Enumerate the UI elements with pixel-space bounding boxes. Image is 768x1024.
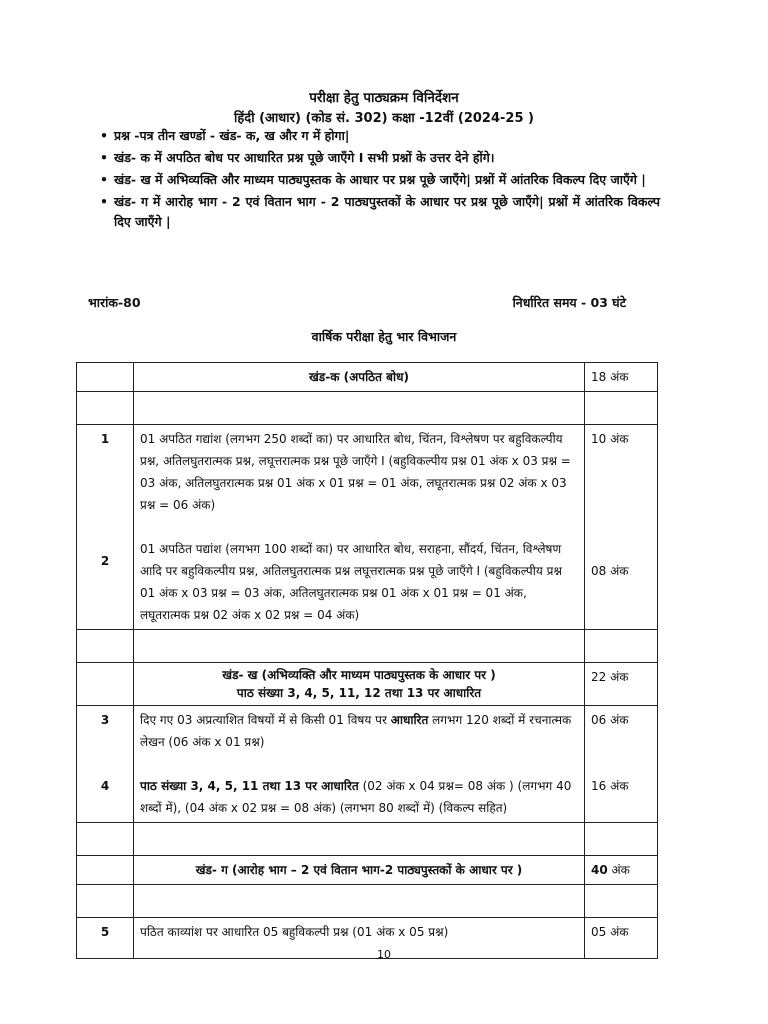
question-number: 5	[77, 918, 134, 959]
empty-cell	[77, 856, 134, 885]
empty-cell	[77, 663, 134, 706]
section-c-marks: 40 अंक	[585, 856, 658, 885]
question-number: 1	[100, 432, 110, 446]
table-row	[77, 425, 658, 630]
question-descriptions	[134, 706, 585, 823]
time-allowed: निर्धारित समय - 03 घंटे	[512, 295, 626, 310]
marks-distribution-table	[76, 362, 658, 959]
spacer-row	[77, 630, 658, 663]
marks-value: 08 अंक	[591, 564, 629, 578]
question-numbers	[77, 425, 134, 630]
empty-cell	[77, 363, 134, 392]
question-number: 2	[100, 554, 110, 568]
question-text: 01 अपठित पद्यांश (लगभग 100 शब्दों का) पर आधारित बोध, सराहना, सौंदर्य, चिंतन, विश्लेषण आदि पर बहुविकल्पीय प्रश्न, अतिलघुतरात्मक प्रश्न लघूत्तरात्मक प्रश्न पूछे जाएँगे I (बहुविकल्पीय प्रश्न 01 अंक x 03 प्रश्न = 03 अंक, अतिलघुतरात्मक प्रश्न 01 अंक x 01 प्रश्न = 01 अंक, लघूतरात्मक प्रश्न 02 अंक x 02 प्रश्न = 04 अंक)	[140, 542, 562, 622]
question-numbers	[77, 706, 134, 823]
instruction-item: • खंड- ख में अभिव्यक्ति और माध्यम पाठ्यपुस्तक के आधार पर प्रश्न पूछे जाएँगे| प्रश्नों में आंतरिक विकल्प दिए जाएँगे |	[100, 170, 660, 190]
table-row	[77, 706, 658, 823]
instruction-list	[100, 126, 660, 234]
spacer-row	[77, 823, 658, 856]
section-b-title: खंड- ख (अभिव्यक्ति और माध्यम पाठ्यपुस्तक के आधार पर ) पाठ संख्या 3, 4, 5, 11, 12 तथा 13 पर आधारित	[134, 663, 585, 706]
question-number: 4	[100, 779, 110, 793]
question-marks	[585, 706, 658, 823]
question-text: पाठ संख्या 3, 4, 5, 11 तथा 13 पर आधारित (02 अंक x 04 प्रश्न= 08 अंक ) (लगभग 40 शब्दों में), (04 अंक x 02 प्रश्न = 08 अंक) (लगभग 80 शब्दों में) (विकल्प सहित)	[140, 779, 572, 815]
marks-value: 06 अंक	[591, 713, 629, 727]
marks-value: 10 अंक	[591, 432, 629, 446]
spacer-row	[77, 885, 658, 918]
question-descriptions	[134, 425, 585, 630]
section-c-header-row	[77, 856, 658, 885]
instruction-item: • प्रश्न -पत्र तीन खण्डों - खंड- क, ख और ग में होगा|	[100, 126, 660, 146]
total-marks: भारांक-80	[88, 295, 141, 310]
instruction-item: • खंड- ग में आरोह भाग - 2 एवं वितान भाग - 2 पाठ्यपुस्तकों के आधार पर प्रश्न पूछे जाएँगे| प्रश्नों में आंतरिक विकल्प दिए जाएँगे |	[100, 192, 660, 232]
question-marks	[585, 425, 658, 630]
section-b-header-row	[77, 663, 658, 706]
document-title: परीक्षा हेतु पाठ्यक्रम विनिर्देशन	[309, 90, 459, 106]
section-a-header-row	[77, 363, 658, 392]
question-text: पठित काव्यांश पर आधारित 05 बहुविकल्पी प्रश्न (01 अंक x 05 प्रश्न)	[134, 918, 585, 959]
document-subtitle: हिंदी (आधार) (कोड सं. 302) कक्षा -12वीं (2024-25 )	[234, 111, 534, 126]
marks-value: 16 अंक	[591, 779, 629, 793]
section-c-title: खंड- ग (आरोह भाग – 2 एवं वितान भाग-2 पाठ्यपुस्तकों के आधार पर )	[134, 856, 585, 885]
section-a-title: खंड-क (अपठित बोध)	[134, 363, 585, 392]
marks-value: 05 अंक	[585, 918, 658, 959]
distribution-heading: वार्षिक परीक्षा हेतु भार विभाजन	[311, 329, 457, 344]
question-number: 3	[100, 713, 110, 727]
question-text: दिए गए 03 अप्रत्याशित विषयों में से किसी 01 विषय पर आधारित लगभग 120 शब्दों में रचनात्मक लेखन (06 अंक x 01 प्रश्न)	[140, 713, 572, 749]
question-text: 01 अपठित गद्यांश (लगभग 250 शब्दों का) पर आधारित बोध, चिंतन, विश्लेषण पर बहुविकल्पीय प्रश्न, अतिलघुतरात्मक प्रश्न, लघूत्तरात्मक प्रश्न पूछे जाएँगे I (बहुविकल्पीय प्रश्न 01 अंक x 03 प्रश्न = 03 अंक, अतिलघुतरात्मक प्रश्न 01 अंक x 01 प्रश्न = 01 अंक, लघूतरात्मक प्रश्न 02 अंक x 03 प्रश्न = 06 अंक)	[140, 432, 571, 512]
section-b-marks: 22 अंक	[585, 663, 658, 706]
page-number: 10	[377, 948, 391, 961]
spacer-row	[77, 392, 658, 425]
section-a-marks: 18 अंक	[585, 363, 658, 392]
instruction-item: • खंड- क में अपठित बोध पर आधारित प्रश्न पूछे जाएँगे I सभी प्रश्नों के उत्तर देने होंगे।	[100, 148, 660, 168]
